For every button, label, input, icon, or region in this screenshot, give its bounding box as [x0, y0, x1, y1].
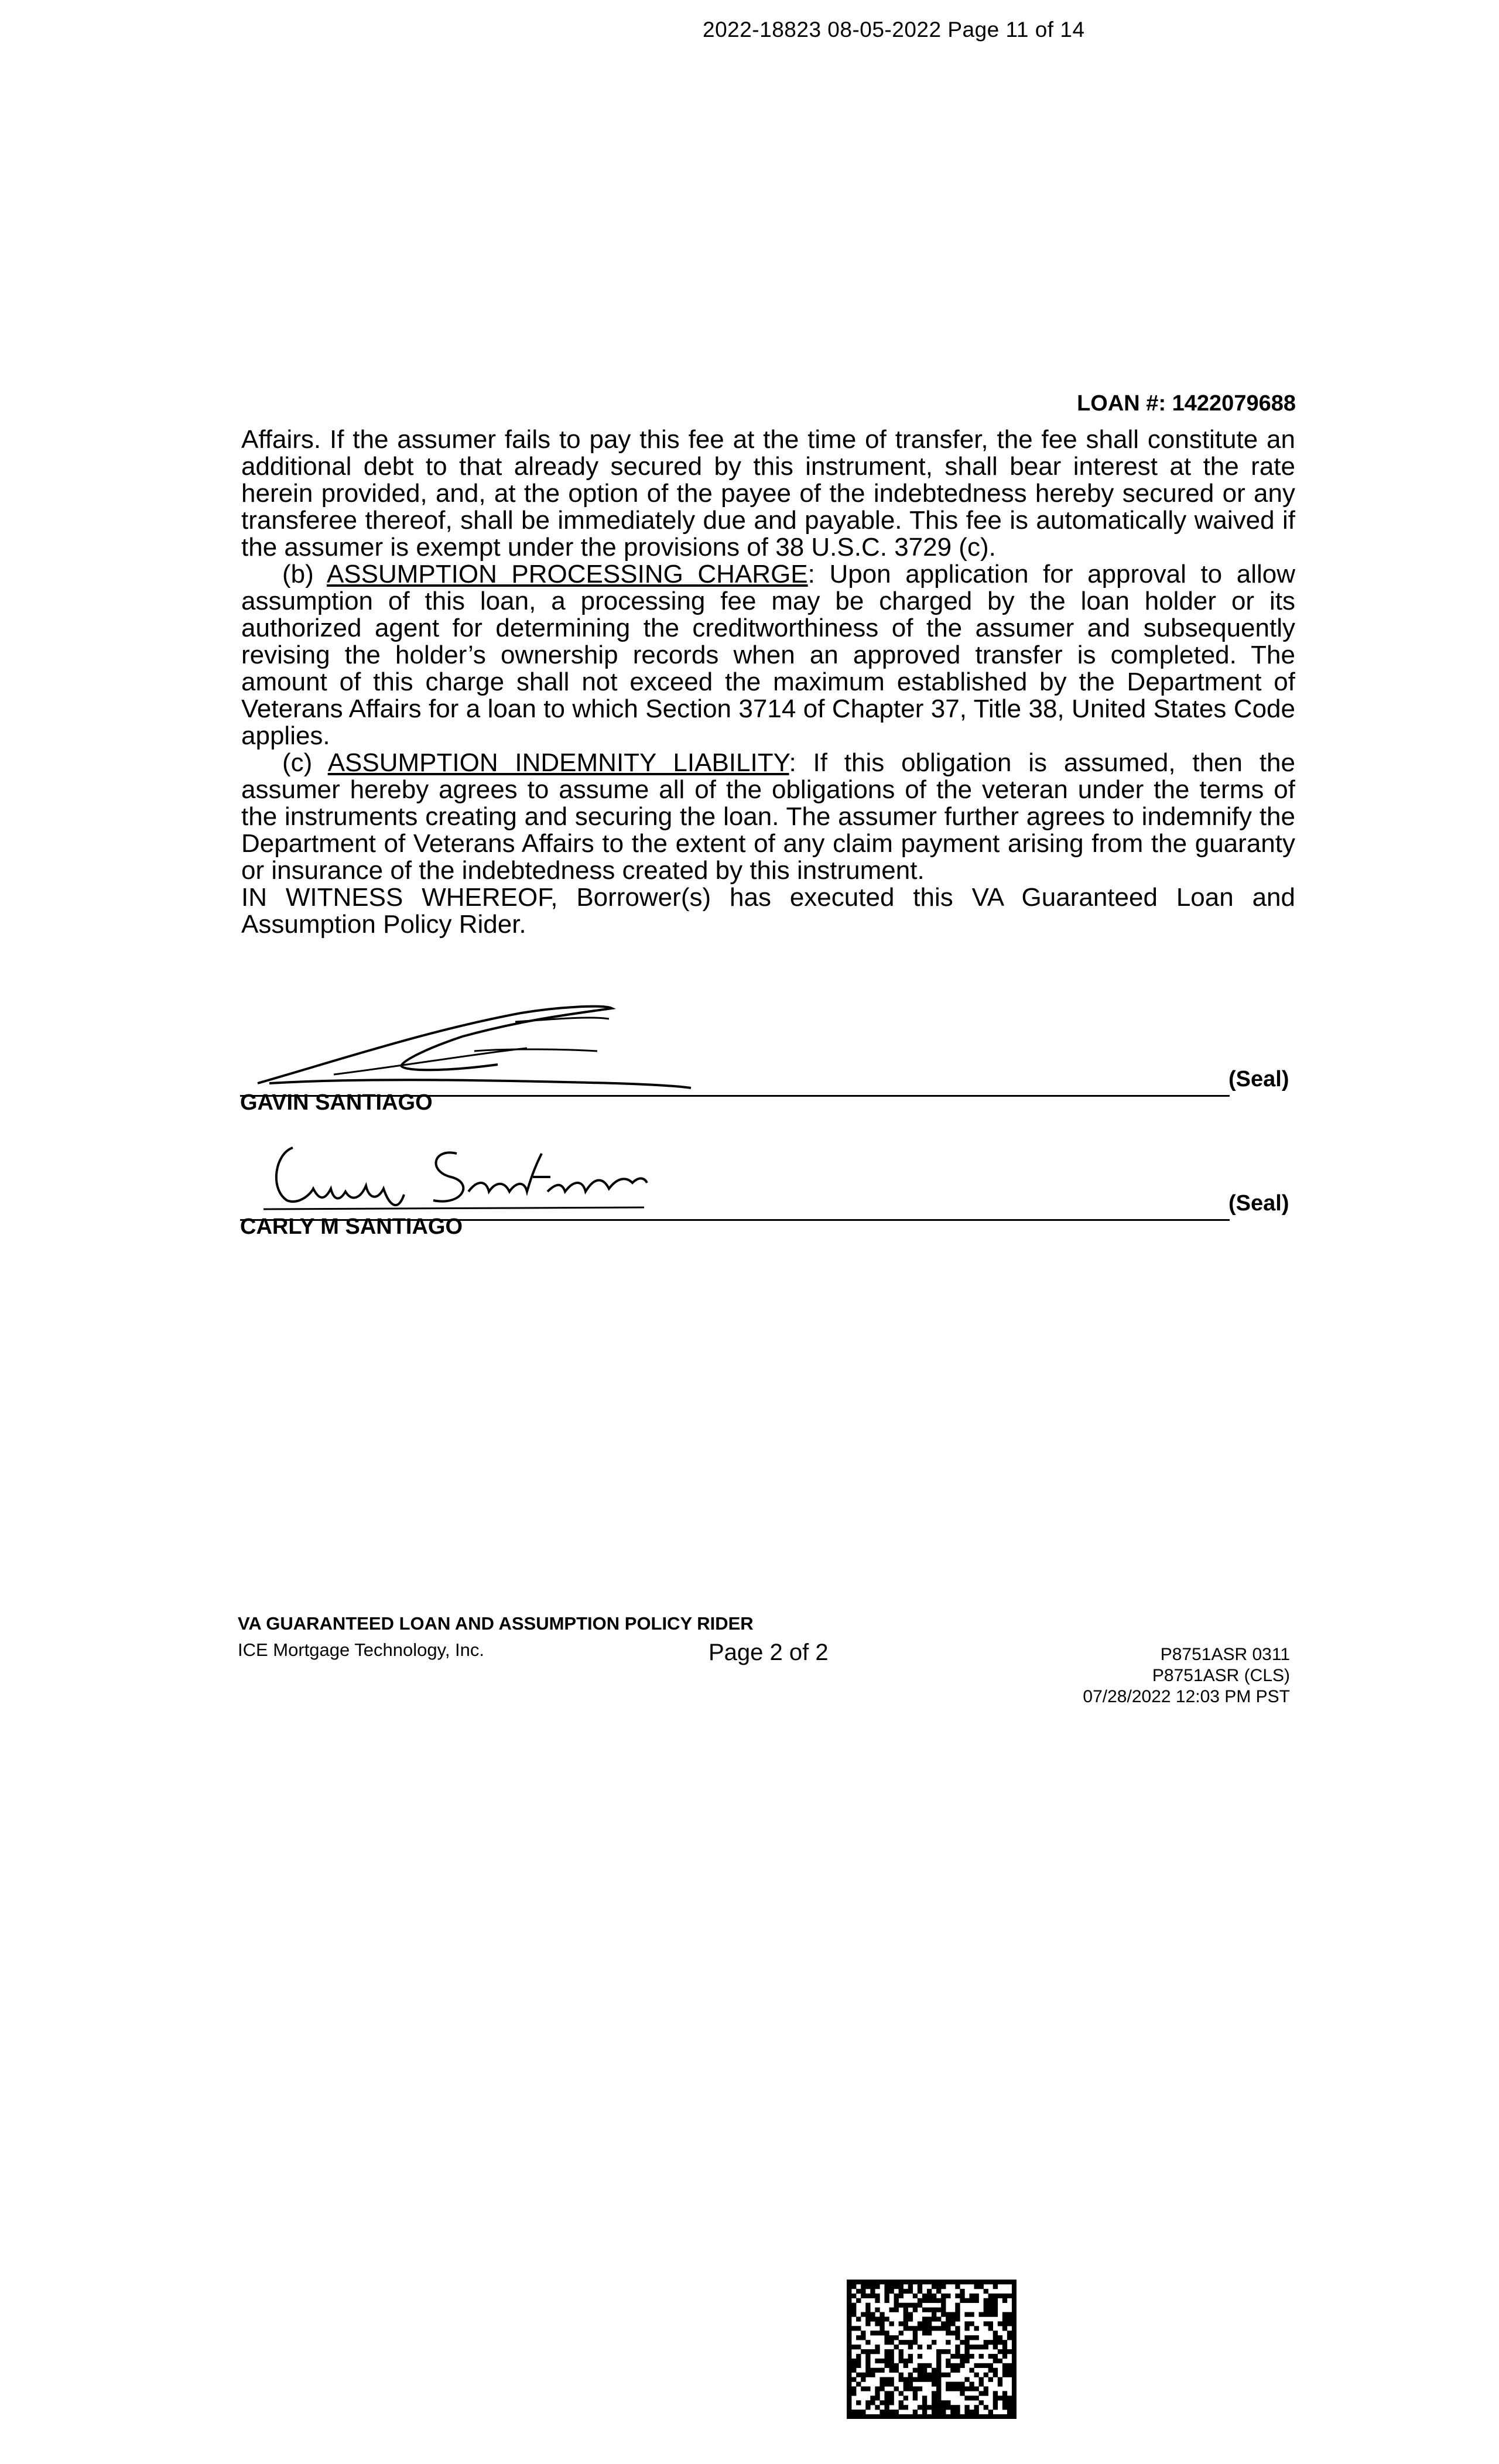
footer-form-title: VA GUARANTEED LOAN AND ASSUMPTION POLICY RIDER: [238, 1613, 754, 1634]
processing-charge-paragraph: [241, 561, 1295, 750]
barcode-icon: [847, 2280, 1017, 2419]
footer-company: ICE Mortgage Technology, Inc.: [238, 1640, 485, 1660]
indemnity-liability-paragraph: [241, 750, 1295, 884]
section-b-heading: ASSUMPTION PROCESSING CHARGE: [326, 560, 808, 588]
seal-label-carly: (Seal): [1228, 1191, 1289, 1216]
form-code-2: P8751ASR (CLS): [1152, 1666, 1290, 1685]
footer-form-codes: [1083, 1644, 1290, 1707]
signature-carly: [258, 1136, 656, 1224]
signer-name-carly: CARLY M SANTIAGO: [240, 1214, 463, 1239]
section-c-heading: ASSUMPTION INDEMNITY LIABILITY: [327, 748, 789, 777]
continuation-paragraph: Affairs. If the assumer fails to pay this fee at the time of transfer, the fee shall constitute an additional debt to that already secured by this instrument, shall bear interest at the rate herein provided, and, at the option of the payee of the indebtedness hereby secured or any transferee thereof, shall be immediately due and payable. This fee is automatically waived if the assumer is exempt under the provisions of 38 U.S.C. 3729 (c).: [241, 425, 1295, 562]
witness-statement: IN WITNESS WHEREOF, Borrower(s) has executed this VA Guaranteed Loan and Assumption Policy Rider.: [241, 883, 1295, 939]
rider-body: [241, 426, 1295, 884]
signature-gavin: [252, 995, 697, 1095]
section-c-text: : If this obligation is assumed, then the assumer hereby agrees to assume all of the obligations of the veteran under the terms of the instruments creating and securing the loan. The assumer further agrees to indemnify the Department of Veterans Affairs to the extent of any claim payment arising from the guaranty or insurance of the indebtedness created by this instrument.: [241, 748, 1295, 885]
section-b-text: : Upon application for approval to allow assumption of this loan, a processing fee may be charged by the loan holder or its authorized agent for determining the creditworthiness of the assumer and subsequently revising the holder’s ownership records when an approved transfer is completed. The amount of this charge shall not exceed the maximum established by the Department of Veterans Affairs for a loan to which Section 3714 of Chapter 37, Title 38, United States Code applies.: [241, 560, 1295, 750]
footer-page-number: Page 2 of 2: [709, 1640, 829, 1665]
seal-label-gavin: (Seal): [1228, 1067, 1289, 1091]
signer-name-gavin: GAVIN SANTIAGO: [240, 1090, 433, 1115]
page-stamp: 2022-18823 08-05-2022 Page 11 of 14: [703, 18, 1085, 42]
section-c-prefix: (c): [282, 748, 328, 777]
section-b-prefix: (b): [282, 560, 327, 588]
footer-timestamp: 07/28/2022 12:03 PM PST: [1083, 1687, 1290, 1706]
loan-number: LOAN #: 1422079688: [1077, 391, 1296, 416]
form-code-1: P8751ASR 0311: [1160, 1645, 1290, 1664]
